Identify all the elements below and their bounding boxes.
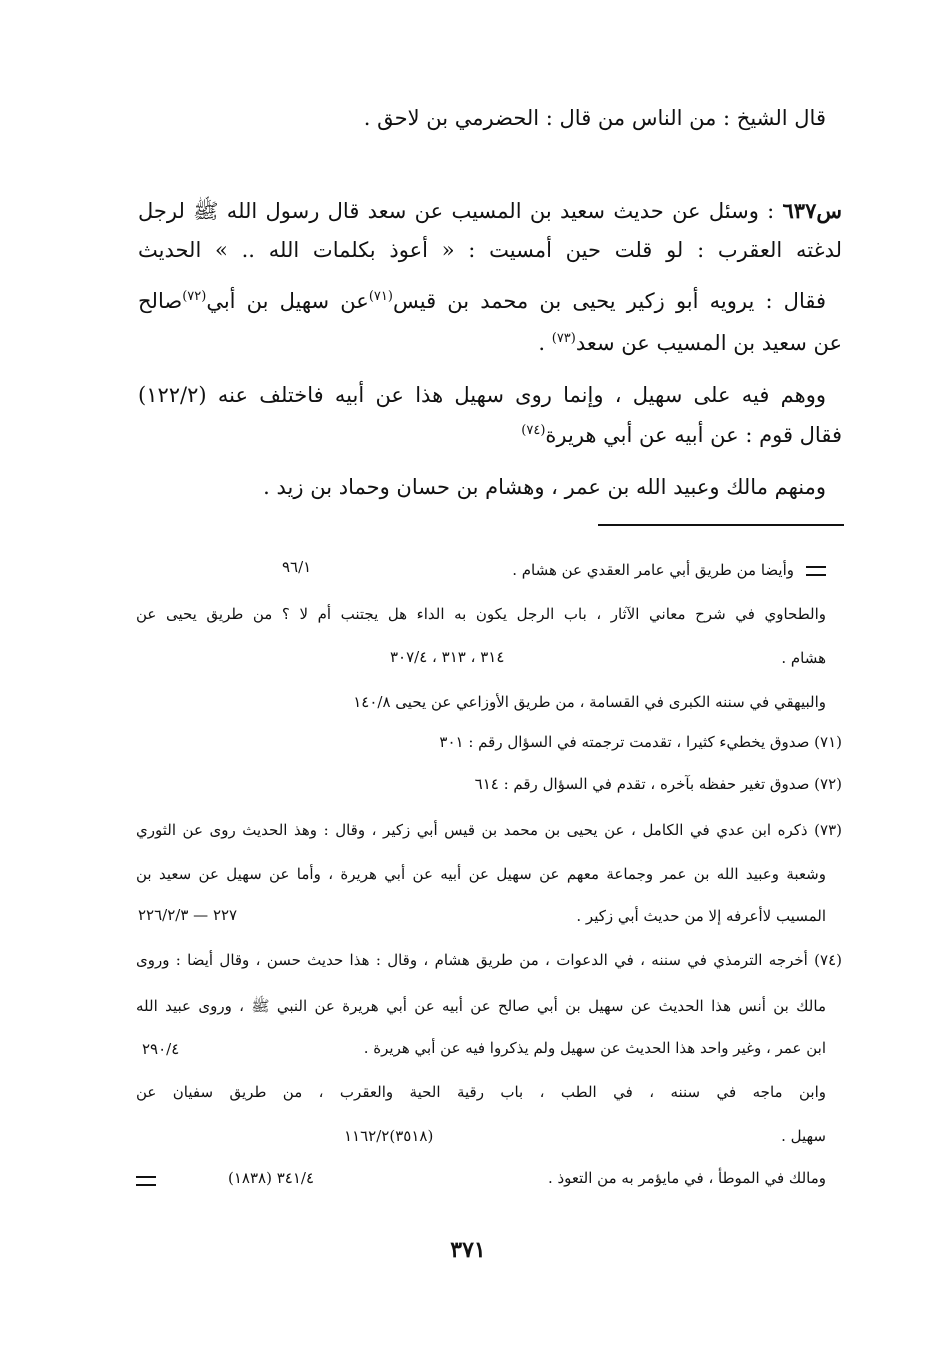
answer-line-3: ووهم فيه على سهيل ، وإنما روى سهيل هذا عن أبيه فاختلف عنه (١٢٢/٢) xyxy=(138,383,826,407)
answer-text: عن سعيد بن المسيب عن سعد xyxy=(575,331,842,355)
question-line-1 xyxy=(138,196,842,226)
answer-text: . xyxy=(538,331,552,355)
continuation-mark xyxy=(136,1176,156,1186)
answer-text: فقال قوم : عن أبيه عن أبي هريرة xyxy=(545,423,842,447)
footnote-continued-line-3: هشام . xyxy=(781,649,826,667)
question-line-2: لدغته العقرب : لو قلت حين أمسيت : « أعوذ بكلمات الله .. » الحديث xyxy=(138,238,842,262)
continuation-mark xyxy=(806,566,826,576)
question-text-1: : وسئل عن حديث سعيد بن المسيب عن سعد قال رسول الله ﷺ لرجل xyxy=(138,199,775,223)
footnote-ref-value: ٢٩٠/٤ xyxy=(142,1040,180,1058)
footnote-ref-71: (٧١) xyxy=(368,289,393,304)
footnote-74-line-6: ومالك في الموطأ ، في مايؤمر به من التعوذ . xyxy=(547,1169,826,1187)
question-number: س٦٣٧ xyxy=(782,198,842,223)
footnote-continued-line-1: وأيضا من طريق أبي عامر العقدي عن هشام . xyxy=(512,561,794,579)
answer-line-2 xyxy=(538,328,842,358)
footnote-74-line-2: مالك بن أنس هذا الحديث عن سهيل بن أبي صالح عن أبيه عن أبي هريرة عن النبي ﷺ ، وروى عبيد الله xyxy=(136,997,826,1015)
footnote-ref-value: ٣٥١٨)١١٦٢/٢) xyxy=(344,1127,434,1145)
footnote-74-line-1: (٧٤) أخرجه الترمذي في سننه ، في الدعوات ، من طريق هشام ، وقال : هذا حديث حسن ، وقال أيضا : وروى xyxy=(136,951,842,969)
footnote-73-line-2: وشعبة وعبيد الله بن عمر وجماعة معهم عن سهيل عن أبيه عن أبي هريرة ، وأما عن سهيل عن سعيد بن xyxy=(136,865,826,883)
answer-line-4 xyxy=(521,420,842,450)
footnote-74-line-5: سهيل . xyxy=(781,1127,826,1145)
footnote-ref-value: ٣٤١/٤ (١٨٣٨) xyxy=(228,1169,314,1187)
footnote-ref-value: ٢٢٧ — ٢٢٦/٢/٣ xyxy=(138,906,238,924)
intro-line: قال الشيخ : من الناس من قال : الحضرمي بن لاحق . xyxy=(363,106,826,130)
footnote-74-line-4: وابن ماجه في سننه ، في الطب ، باب رقية الحية والعقرب ، من طريق سفيان عن xyxy=(136,1083,826,1101)
answer-text: صالح xyxy=(138,289,183,313)
answer-line-1 xyxy=(138,286,826,316)
footnote-73-line-3: المسيب لاأعرفه إلا من حديث أبي زكير . xyxy=(576,907,826,925)
footnote-ref-72: (٧٢) xyxy=(182,289,207,304)
footnote-ref-value: ٩٦/١ xyxy=(282,558,312,576)
footnote-continued-line-4: والبيهقي في سننه الكبرى في القسامة ، من طريق الأوزاعي عن يحيى ١٤٠/٨ xyxy=(353,693,826,711)
footnote-separator xyxy=(598,524,844,526)
footnote-71: (٧١) صدوق يخطيء كثيرا ، تقدمت ترجمته في السؤال رقم : ٣٠١ xyxy=(439,733,842,751)
answer-text: فقال : يرويه أبو زكير يحيى بن محمد بن قيس xyxy=(392,289,826,313)
footnote-73-line-1: (٧٣) ذكره ابن عدي في الكامل ، عن يحيى بن محمد بن قيس أبي زكير ، وقال : وهذ الحديث روى عن الثوري xyxy=(136,821,842,839)
answer-text: عن سهيل بن أبي xyxy=(206,289,369,313)
footnote-ref-value: ٣١٤ ، ٣١٣ ، ٣٠٧/٤ xyxy=(390,648,505,666)
footnote-ref-74: (٧٤) xyxy=(521,423,546,438)
page-number: ٣٧١ xyxy=(450,1237,486,1263)
footnote-72: (٧٢) صدوق تغير حفظه بآخره ، تقدم في السؤال رقم : ٦١٤ xyxy=(474,775,842,793)
answer-line-5: ومنهم مالك وعبيد الله بن عمر ، وهشام بن حسان وحماد بن زيد . xyxy=(263,475,826,499)
footnote-continued-line-2: والطحاوي في شرح معاني الآثار ، باب الرجل يكون به الداء هل يجتنب أم لا ؟ من طريق يحيى عن xyxy=(136,605,826,623)
footnote-ref-73: (٧٣) xyxy=(551,331,576,346)
footnote-74-line-3: ابن عمر ، وغير واحد هذا الحديث عن سهيل ولم يذكروا فيه عن أبي هريرة . xyxy=(363,1039,826,1057)
